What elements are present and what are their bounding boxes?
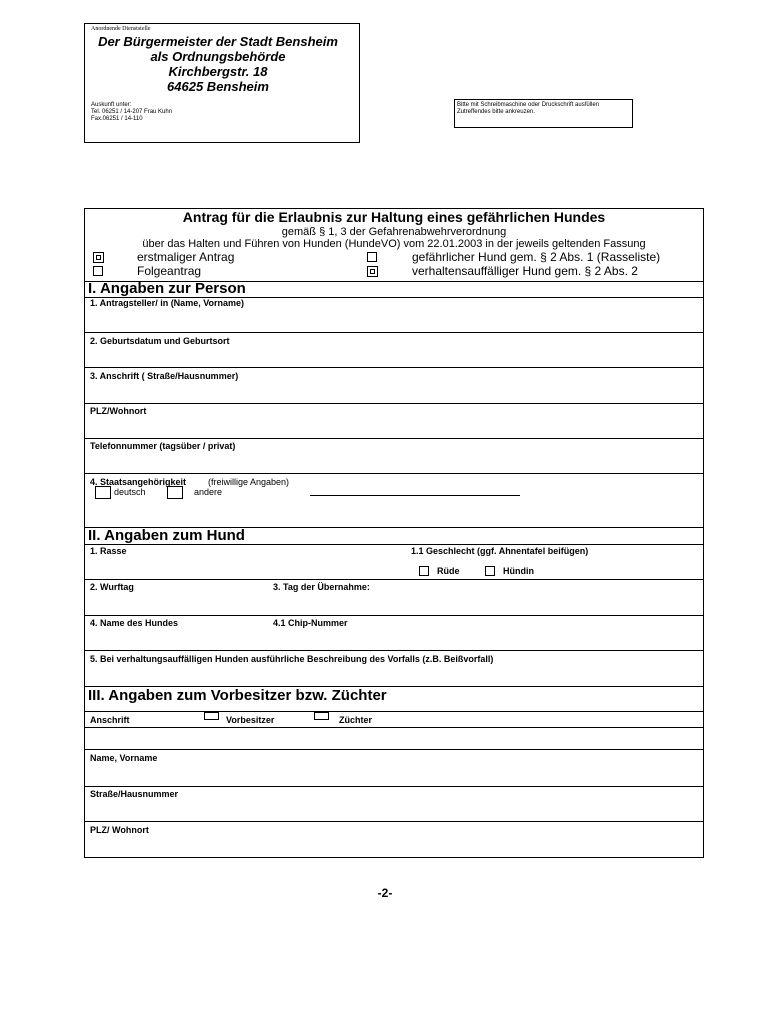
previous-owner-label: Vorbesitzer	[226, 715, 275, 725]
birth-date-place-field[interactable]: 2. Geburtsdatum und Geburtsort	[90, 336, 230, 346]
breeder-label: Züchter	[339, 715, 373, 725]
address-line: Der Bürgermeister der Stadt Bensheim	[98, 34, 338, 49]
dangerous-dog-label: gefährlicher Hund gem. § 2 Abs. 1 (Rasseliste)	[412, 250, 661, 264]
divider	[84, 650, 704, 651]
section-heading-person: I. Angaben zur Person	[88, 280, 246, 297]
divider	[84, 711, 704, 712]
breed-field[interactable]: 1. Rasse	[90, 546, 127, 556]
page-number: -2-	[377, 886, 393, 900]
street-address-field[interactable]: 3. Anschrift ( Straße/Hausnummer)	[90, 371, 239, 381]
divider	[84, 786, 704, 787]
divider	[84, 544, 704, 545]
phone-field[interactable]: Telefonnummer (tagsüber / privat)	[90, 441, 236, 451]
divider	[84, 403, 704, 404]
female-checkbox[interactable]	[485, 566, 495, 576]
first-application-checkbox[interactable]	[93, 252, 104, 263]
previous-owner-street-field[interactable]: Straße/Hausnummer	[90, 789, 179, 799]
authority-address-box	[84, 23, 360, 143]
divider	[84, 367, 704, 368]
chip-number-field[interactable]: 4.1 Chip-Nummer	[273, 618, 348, 628]
divider	[84, 615, 704, 616]
follow-application-label: Folgeantrag	[137, 264, 202, 278]
sex-label: 1.1 Geschlecht (ggf. Ahnentafel beifügen)	[411, 546, 589, 556]
previous-owner-name-field[interactable]: Name, Vorname	[90, 753, 158, 763]
divider	[84, 821, 704, 822]
german-checkbox[interactable]	[95, 486, 111, 499]
female-label: Hündin	[503, 566, 534, 576]
note-line: Bitte mit Schreibmaschine oder Druckschrift ausfüllen	[457, 102, 600, 108]
form-subtitle: über das Halten und Führen von Hunden (HundeVO) vom 22.01.2003 in der jeweils geltenden Fassung	[142, 238, 646, 250]
address-line: als Ordnungsbehörde	[150, 49, 286, 64]
issuing-office-label: Anordnende Dienststelle	[91, 26, 151, 32]
divider	[84, 727, 704, 728]
form-subtitle: gemäß § 1, 3 der Gefahrenabwehrverordnung	[281, 226, 507, 238]
applicant-name-field[interactable]: 1. Antragsteller/ in (Name, Vorname)	[90, 298, 245, 308]
other-citizenship-checkbox[interactable]	[167, 486, 183, 499]
breeder-checkbox[interactable]	[314, 712, 329, 720]
divider	[84, 579, 704, 580]
address-line: 64625 Bensheim	[167, 79, 269, 94]
previous-owner-checkbox[interactable]	[204, 712, 219, 720]
takeover-date-field[interactable]: 3. Tag der Übernahme:	[273, 582, 370, 592]
incident-description-field[interactable]: 5. Bei verhaltungsauffälligen Hunden ausführliche Beschreibung des Vorfalls (z.B. Beißvorfall)	[90, 654, 494, 664]
citizenship-note: (freiwillige Angaben)	[208, 477, 290, 487]
form-title: Antrag für die Erlaubnis zur Haltung eines gefährlichen Hundes	[182, 209, 606, 225]
section-heading-dog: II. Angaben zum Hund	[88, 527, 245, 544]
dog-name-field[interactable]: 4. Name des Hundes	[90, 618, 179, 628]
citizenship-label: 4. Staatsangehörigkeit	[90, 477, 187, 487]
follow-application-checkbox[interactable]	[93, 266, 103, 276]
dangerous-dog-checkbox[interactable]	[367, 252, 377, 262]
section-heading-previous-owner: III. Angaben zum Vorbesitzer bzw. Züchter	[88, 687, 387, 704]
postal-code-city-field[interactable]: PLZ/Wohnort	[90, 406, 147, 416]
contact-info	[91, 102, 172, 123]
instructions-note	[454, 99, 633, 128]
divider	[84, 438, 704, 439]
divider	[84, 749, 704, 750]
address-line: Kirchbergstr. 18	[168, 64, 268, 79]
male-checkbox[interactable]	[419, 566, 429, 576]
first-application-label: erstmaliger Antrag	[137, 250, 235, 264]
contact-line: Tel. 06251 / 14-207 Frau Kuhn	[91, 109, 173, 115]
male-label: Rüde	[437, 566, 460, 576]
note-line: Zutreffendes bitte ankreuzen.	[457, 109, 535, 115]
divider	[84, 332, 704, 333]
other-citizenship-input-line[interactable]	[310, 495, 520, 496]
divider	[84, 473, 704, 474]
previous-owner-plz-field[interactable]: PLZ/ Wohnort	[90, 825, 149, 835]
behavioral-dog-checkbox[interactable]	[367, 266, 378, 277]
contact-line: Fax.06251 / 14-110	[91, 116, 143, 122]
previous-owner-address-label: Anschrift	[90, 715, 130, 725]
behavioral-dog-label: verhaltensauffälliger Hund gem. § 2 Abs. 2	[412, 264, 638, 278]
german-label: deutsch	[114, 487, 146, 497]
other-citizenship-label: andere	[194, 487, 223, 497]
contact-line: Auskunft unter:	[91, 102, 132, 108]
litter-date-field[interactable]: 2. Wurftag	[90, 582, 134, 592]
authority-address	[85, 34, 351, 94]
